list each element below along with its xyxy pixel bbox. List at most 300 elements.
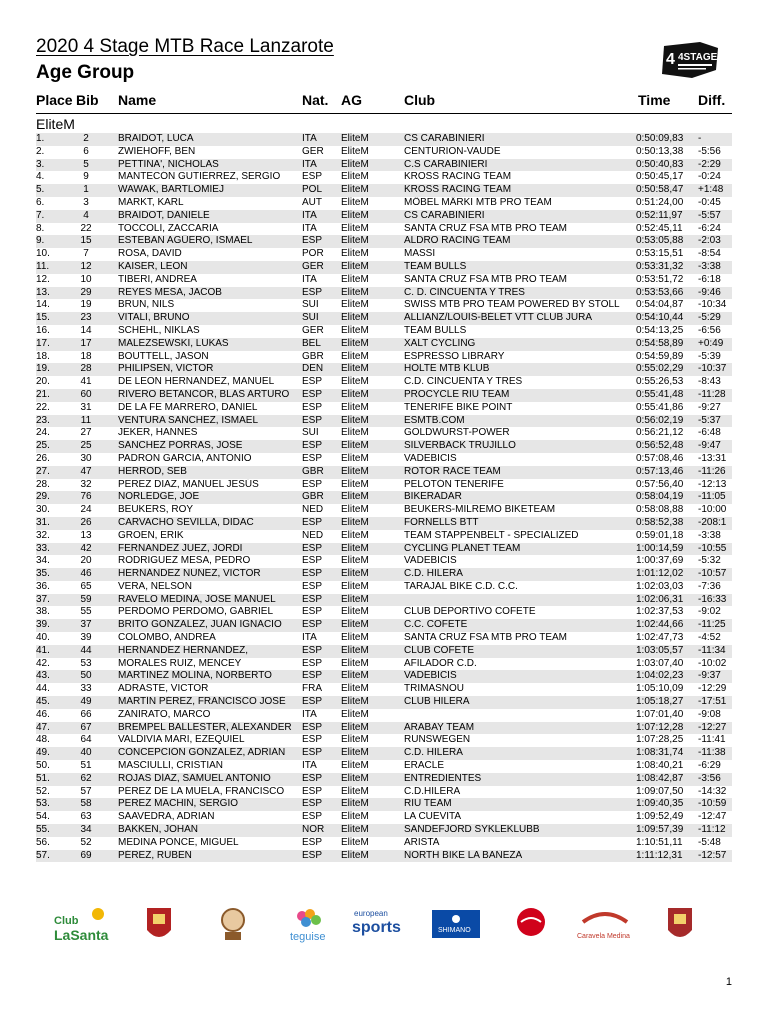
cell-ag: EliteM: [341, 811, 369, 823]
cell-bib: 34: [80, 824, 92, 836]
cell-place: 45.: [36, 696, 50, 708]
sponsor-logo-graphic: [573, 902, 637, 948]
cell-ag: EliteM: [341, 145, 369, 157]
cell-place: 31.: [36, 516, 50, 528]
cell-name: PEREZ DIAZ, MANUEL JESÚS: [118, 478, 259, 490]
cell-ag: EliteM: [341, 580, 369, 592]
svg-text:teguise: teguise: [289, 931, 326, 943]
cell-name: COLOMBO, ANDREA: [118, 632, 216, 644]
cell-diff: -11:26: [698, 465, 726, 477]
cell-time: 1:09:40,35: [636, 798, 684, 810]
svg-text:4STAGE: 4STAGE: [678, 52, 718, 63]
cell-place: 17.: [36, 337, 50, 349]
cell-nat: ITA: [302, 273, 317, 285]
cell-bib: 30: [80, 452, 92, 464]
cell-diff: -5:57: [698, 209, 721, 221]
table-row: [36, 786, 732, 799]
cell-bib: 33: [80, 683, 92, 695]
cell-club: KROSS RACING TEAM: [404, 171, 512, 183]
cell-time: 0:56:02,19: [636, 414, 684, 426]
cell-time: 1:05:18,27: [636, 696, 684, 708]
cell-nat: ESP: [302, 619, 323, 631]
cell-diff: -7:36: [698, 580, 721, 592]
cell-bib: 5: [83, 158, 89, 170]
cell-club: MÖBEL MÄRKI MTB PRO TEAM: [404, 196, 552, 208]
cell-club: VADEBICIS: [404, 555, 457, 567]
cell-time: 0:54:13,25: [636, 324, 684, 336]
cell-nat: GBR: [302, 350, 324, 362]
cell-diff: -5:32: [698, 555, 721, 567]
table-header: [36, 92, 732, 112]
cell-name: DE LA FE MARRERO, DANIEL: [118, 401, 258, 413]
cell-club: SWISS MTB PRO TEAM POWERED BY STOLL: [404, 299, 620, 311]
cell-place: 48.: [36, 734, 50, 746]
cell-ag: EliteM: [341, 209, 369, 221]
cell-diff: -9:27: [698, 401, 721, 413]
cell-club: ENTREDIENTES: [404, 772, 482, 784]
cell-ag: EliteM: [341, 568, 369, 580]
table-row: [36, 517, 732, 530]
table-row: [36, 466, 732, 479]
cell-ag: EliteM: [341, 708, 369, 720]
cell-time: 1:02:06,31: [636, 593, 684, 605]
cell-ag: EliteM: [341, 798, 369, 810]
cell-club: CENTURION-VAUDE: [404, 145, 501, 157]
cell-ag: EliteM: [341, 619, 369, 631]
cell-nat: ITA: [302, 760, 317, 772]
cell-bib: 57: [80, 785, 92, 797]
cell-club: VADEBICIS: [404, 452, 457, 464]
cell-time: 1:10:51,11: [636, 836, 683, 848]
table-row: [36, 235, 732, 248]
cell-place: 21.: [36, 388, 50, 400]
cell-diff: -5:48: [698, 836, 721, 848]
cell-diff: -11:25: [698, 619, 726, 631]
cell-club: CLUB COFETE: [404, 644, 475, 656]
cell-ag: EliteM: [341, 286, 369, 298]
cell-name: SCHEHL, NIKLAS: [118, 324, 200, 336]
cell-diff: -5:29: [698, 312, 721, 324]
cell-nat: ESP: [302, 849, 323, 861]
cell-time: 0:50:58,47: [636, 184, 684, 196]
results-table: [36, 133, 732, 862]
cell-name: MORALES RUIZ, MENCEY: [118, 657, 242, 669]
cell-bib: 3: [83, 196, 89, 208]
cell-ag: EliteM: [341, 504, 369, 516]
svg-text:european: european: [353, 909, 388, 918]
cell-ag: EliteM: [341, 760, 369, 772]
table-row: [36, 159, 732, 172]
cell-place: 5.: [36, 184, 45, 196]
cell-bib: 4: [83, 209, 89, 221]
cell-ag: EliteM: [341, 772, 369, 784]
cell-ag: EliteM: [341, 644, 369, 656]
cell-time: 0:56:21,12: [636, 427, 684, 439]
cell-bib: 37: [80, 619, 92, 631]
cell-ag: EliteM: [341, 158, 369, 170]
cell-diff: -14:32: [698, 785, 727, 797]
cell-name: RAVELO MEDINA, JOSE MANUEL: [118, 593, 276, 605]
cell-name: BAKKEN, JOHAN: [118, 824, 199, 836]
cell-time: 1:03:07,40: [636, 657, 684, 669]
cell-place: 38.: [36, 606, 50, 618]
cell-nat: ESP: [302, 516, 323, 528]
cell-time: 1:09:52,49: [636, 811, 684, 823]
cell-club: TEAM STAPPENBELT - SPECIALIZED: [404, 529, 579, 541]
table-row: [36, 299, 732, 312]
cell-bib: 25: [80, 440, 92, 452]
cell-name: MEDINA PONCE, MIGUEL: [118, 836, 239, 848]
cell-nat: NED: [302, 504, 324, 516]
cell-diff: -5:37: [698, 414, 721, 426]
cell-diff: -9:02: [698, 606, 721, 618]
cell-time: 0:54:04,87: [636, 299, 684, 311]
cell-diff: -3:38: [698, 529, 721, 541]
cell-name: ROSA, DAVID: [118, 248, 182, 260]
cell-name: DE LEON HERNANDEZ, MANUEL: [118, 376, 275, 388]
cell-nat: ESP: [302, 401, 323, 413]
sponsor-logo: [348, 900, 416, 950]
cell-ag: EliteM: [341, 593, 369, 605]
cell-name: WAWAK, BARTLOMIEJ: [118, 184, 224, 196]
cell-place: 13.: [36, 286, 50, 298]
cell-club: ESMTB.COM: [404, 414, 465, 426]
cell-diff: -2:03: [698, 235, 721, 247]
cell-time: 0:54:10,44: [636, 312, 684, 324]
cell-nat: ESP: [302, 772, 323, 784]
cell-name: FERNANDEZ JUEZ, JORDI: [118, 542, 243, 554]
cell-club: SANTA CRUZ FSA MTB PRO TEAM: [404, 273, 567, 285]
table-row: [36, 402, 732, 415]
sponsor-logo: [273, 900, 341, 950]
cell-time: 0:53:51,72: [636, 273, 684, 285]
cell-bib: 65: [80, 580, 92, 592]
cell-place: 29.: [36, 491, 50, 503]
cell-diff: -12:27: [698, 721, 727, 733]
cell-club: PELOTÓN TENERIFE: [404, 478, 504, 490]
page-number: 1: [725, 976, 732, 988]
table-row: [36, 415, 732, 428]
cell-ag: EliteM: [341, 401, 369, 413]
cell-diff: -3:56: [698, 772, 721, 784]
4stage-logo: [656, 40, 724, 82]
cell-ag: EliteM: [341, 388, 369, 400]
cell-ag: EliteM: [341, 542, 369, 554]
header-diff: Diff.: [698, 92, 726, 108]
cell-bib: 7: [83, 248, 89, 260]
cell-bib: 58: [80, 798, 92, 810]
cell-ag: EliteM: [341, 363, 369, 375]
cell-nat: ESP: [302, 696, 323, 708]
cell-name: PÉREZ, RUBEN: [118, 849, 192, 861]
cell-ag: EliteM: [341, 133, 369, 144]
svg-text:LaSanta: LaSanta: [54, 927, 109, 943]
cell-name: JEKER, HANNES: [118, 427, 198, 439]
cell-club: TARAJAL BIKE C.D. C.C.: [404, 580, 518, 592]
cell-nat: SUI: [302, 427, 319, 439]
cell-place: 56.: [36, 836, 50, 848]
table-row: [36, 683, 732, 696]
cell-time: 1:09:57,39: [636, 824, 684, 836]
cell-diff: -11:34: [698, 644, 726, 656]
cell-nat: ESP: [302, 785, 323, 797]
cell-name: TIBERI, ANDREA: [118, 273, 197, 285]
cell-diff: -9:08: [698, 708, 721, 720]
table-row: [36, 197, 732, 210]
cell-place: 52.: [36, 785, 50, 797]
cell-nat: ITA: [302, 632, 317, 644]
cell-diff: -3:38: [698, 260, 721, 272]
cell-place: 49.: [36, 747, 50, 759]
cell-name: RIVERO BETANCOR, BLAS ARTURO: [118, 388, 290, 400]
cell-diff: -0:24: [698, 171, 721, 183]
cell-time: 0:59:01,18: [636, 529, 684, 541]
cell-nat: GER: [302, 260, 324, 272]
sponsor-logo-graphic: [648, 902, 712, 948]
cell-nat: ITA: [302, 133, 317, 144]
cell-place: 6.: [36, 196, 45, 208]
cell-bib: 1: [83, 184, 89, 196]
table-row: [36, 223, 732, 236]
header-club: Club: [404, 92, 436, 108]
cell-diff: -2:29: [698, 158, 721, 170]
cell-ag: EliteM: [341, 414, 369, 426]
cell-time: 0:50:09,83: [636, 133, 684, 144]
cell-ag: EliteM: [341, 747, 369, 759]
cell-nat: ESP: [302, 235, 323, 247]
cell-place: 27.: [36, 465, 50, 477]
cell-place: 36.: [36, 580, 50, 592]
table-row: [36, 146, 732, 159]
sponsor-logo-graphic: [499, 902, 563, 948]
cell-nat: DEN: [302, 363, 324, 375]
cell-club: HOLTE MTB KLUB: [404, 363, 490, 375]
cell-time: 1:00:37,69: [636, 555, 684, 567]
cell-time: 1:03:05,57: [636, 644, 684, 656]
cell-name: BEUKERS, ROY: [118, 504, 194, 516]
cell-time: 1:07:12,28: [636, 721, 684, 733]
table-row: [36, 811, 732, 824]
cell-name: SANCHEZ PORRAS, JOSE: [118, 440, 243, 452]
cell-name: ADRASTE, VICTOR: [118, 683, 209, 695]
cell-bib: 40: [80, 747, 92, 759]
cell-nat: ESP: [302, 836, 323, 848]
cell-nat: ESP: [302, 452, 323, 464]
cell-bib: 39: [80, 632, 92, 644]
cell-nat: NOR: [302, 824, 325, 836]
table-row: [36, 709, 732, 722]
cell-time: 0:55:41,86: [636, 401, 684, 413]
cell-name: MANTECÓN GUTIÉRREZ, SERGIO: [118, 171, 281, 183]
cell-ag: EliteM: [341, 491, 369, 503]
cell-club: SANTA CRUZ FSA MTB PRO TEAM: [404, 222, 567, 234]
cell-time: 1:11:12,31: [636, 849, 683, 861]
cell-club: SILVERBACK TRUJILLO: [404, 440, 516, 452]
cell-time: 1:02:44,66: [636, 619, 684, 631]
cell-time: 1:04:02,23: [636, 670, 684, 682]
cell-name: BRAIDOT, DANIELE: [118, 209, 210, 221]
table-row: [36, 555, 732, 568]
sponsor-logo: [646, 900, 714, 950]
table-row: [36, 619, 732, 632]
header-name: Name: [118, 92, 157, 108]
cell-ag: EliteM: [341, 440, 369, 452]
cell-bib: 26: [80, 516, 92, 528]
cell-place: 19.: [36, 363, 50, 375]
table-row: [36, 632, 732, 645]
cell-name: BRAIDOT, LUCA: [118, 133, 194, 144]
cell-diff: -: [698, 133, 702, 144]
cell-name: VENTURA SANCHEZ, ISMAEL: [118, 414, 259, 426]
cell-ag: EliteM: [341, 376, 369, 388]
table-row: [36, 581, 732, 594]
cell-bib: 14: [80, 324, 92, 336]
cell-club: C.D. HILERA: [404, 747, 463, 759]
table-row: [36, 274, 732, 287]
cell-place: 7.: [36, 209, 45, 221]
table-row: [36, 440, 732, 453]
cell-place: 40.: [36, 632, 50, 644]
cell-nat: NED: [302, 529, 324, 541]
cell-ag: EliteM: [341, 350, 369, 362]
cell-club: ARISTA: [404, 836, 440, 848]
cell-nat: ESP: [302, 286, 323, 298]
cell-time: 1:08:40,21: [636, 760, 684, 772]
table-row: [36, 747, 732, 760]
cell-diff: -11:41: [698, 734, 726, 746]
table-row: [36, 722, 732, 735]
cell-nat: ESP: [302, 478, 323, 490]
cell-club: PROCYCLE RIU TEAM: [404, 388, 510, 400]
cell-bib: 67: [80, 721, 92, 733]
cell-diff: +1:48: [698, 184, 724, 196]
cell-name: GROEN, ERIK: [118, 529, 184, 541]
cell-nat: ESP: [302, 593, 323, 605]
cell-nat: ITA: [302, 209, 317, 221]
cell-ag: EliteM: [341, 273, 369, 285]
cell-place: 10.: [36, 248, 50, 260]
cell-nat: BEL: [302, 337, 321, 349]
cell-place: 43.: [36, 670, 50, 682]
cell-ag: EliteM: [341, 721, 369, 733]
cell-nat: GER: [302, 324, 324, 336]
cell-club: TRIMASNOU: [404, 683, 464, 695]
cell-time: 0:53:31,32: [636, 260, 684, 272]
cell-club: C.D. CINCUENTA Y TRES: [404, 376, 523, 388]
cell-bib: 9: [83, 171, 89, 183]
cell-place: 28.: [36, 478, 50, 490]
cell-diff: -10:55: [698, 542, 727, 554]
cell-time: 0:54:58,89: [636, 337, 684, 349]
cell-club: FORNELLS BTT: [404, 516, 479, 528]
cell-nat: ITA: [302, 708, 317, 720]
cell-ag: EliteM: [341, 171, 369, 183]
table-row: [36, 530, 732, 543]
cell-nat: ESP: [302, 388, 323, 400]
table-row: [36, 210, 732, 223]
table-row: [36, 606, 732, 619]
cell-bib: 76: [80, 491, 92, 503]
cell-bib: 50: [80, 670, 92, 682]
cell-bib: 10: [80, 273, 92, 285]
cell-bib: 69: [80, 849, 92, 861]
cell-bib: 64: [80, 734, 92, 746]
cell-club: C.C. COFETE: [404, 619, 468, 631]
cell-name: ZWIEHOFF, BEN: [118, 145, 196, 157]
cell-nat: ESP: [302, 747, 323, 759]
cell-diff: -5:39: [698, 350, 721, 362]
cell-time: 0:58:08,88: [636, 504, 684, 516]
cell-name: PADRON GARCIA, ANTONIO: [118, 452, 252, 464]
cell-name: TOCCOLI, ZACCARIA: [118, 222, 219, 234]
sponsor-logo-graphic: [350, 902, 414, 948]
cell-nat: ITA: [302, 158, 317, 170]
cell-diff: -10:57: [698, 568, 727, 580]
cell-ag: EliteM: [341, 657, 369, 669]
cell-ag: EliteM: [341, 516, 369, 528]
cell-bib: 15: [80, 235, 92, 247]
cell-club: C.D. HILERA: [404, 568, 463, 580]
cell-nat: ESP: [302, 580, 323, 592]
cell-club: TEAM BULLS: [404, 324, 467, 336]
cell-club: CLUB DEPORTIVO COFETE: [404, 606, 536, 618]
cell-place: 50.: [36, 760, 50, 772]
cell-nat: ESP: [302, 440, 323, 452]
cell-ag: EliteM: [341, 785, 369, 797]
cell-nat: FRA: [302, 683, 322, 695]
cell-club: CYCLING PLANET TEAM: [404, 542, 521, 554]
cell-club: ESPRESSO LIBRARY: [404, 350, 505, 362]
cell-time: 1:08:31,74: [636, 747, 684, 759]
cell-club: GOLDWURST-POWER: [404, 427, 510, 439]
cell-nat: ESP: [302, 606, 323, 618]
cell-club: C.D.HILERA: [404, 785, 461, 797]
cell-place: 8.: [36, 222, 45, 234]
cell-diff: -11:05: [698, 491, 726, 503]
cell-diff: -17:51: [698, 696, 727, 708]
cell-time: 0:50:45,17: [636, 171, 684, 183]
cell-place: 11.: [36, 260, 50, 272]
table-row: [36, 287, 732, 300]
page-title: 2020 4 Stage MTB Race Lanzarote: [36, 36, 334, 57]
table-row: [36, 453, 732, 466]
cell-place: 16.: [36, 324, 50, 336]
cell-bib: 63: [80, 811, 92, 823]
cell-place: 22.: [36, 401, 50, 413]
cell-name: BOUTTELL, JASON: [118, 350, 209, 362]
cell-place: 46.: [36, 708, 50, 720]
cell-place: 47.: [36, 721, 50, 733]
cell-place: 42.: [36, 657, 50, 669]
cell-nat: AUT: [302, 196, 322, 208]
cell-club: TEAM BULLS: [404, 260, 467, 272]
cell-bib: 29: [80, 286, 92, 298]
table-row: [36, 171, 732, 184]
cell-name: PEREZ MACHIN, SERGIO: [118, 798, 239, 810]
cell-name: PÉREZ DE LA MUELA, FRANCISCO: [118, 785, 285, 797]
cell-ag: EliteM: [341, 632, 369, 644]
cell-nat: ESP: [302, 376, 323, 388]
cell-nat: GBR: [302, 465, 324, 477]
svg-text:sports: sports: [351, 919, 401, 936]
cell-place: 20.: [36, 376, 50, 388]
cell-bib: 22: [80, 222, 92, 234]
cell-bib: 13: [80, 529, 92, 541]
sponsor-logo-graphic: [52, 902, 116, 948]
table-row: [36, 543, 732, 556]
cell-time: 0:58:04,19: [636, 491, 684, 503]
cell-nat: ESP: [302, 734, 323, 746]
